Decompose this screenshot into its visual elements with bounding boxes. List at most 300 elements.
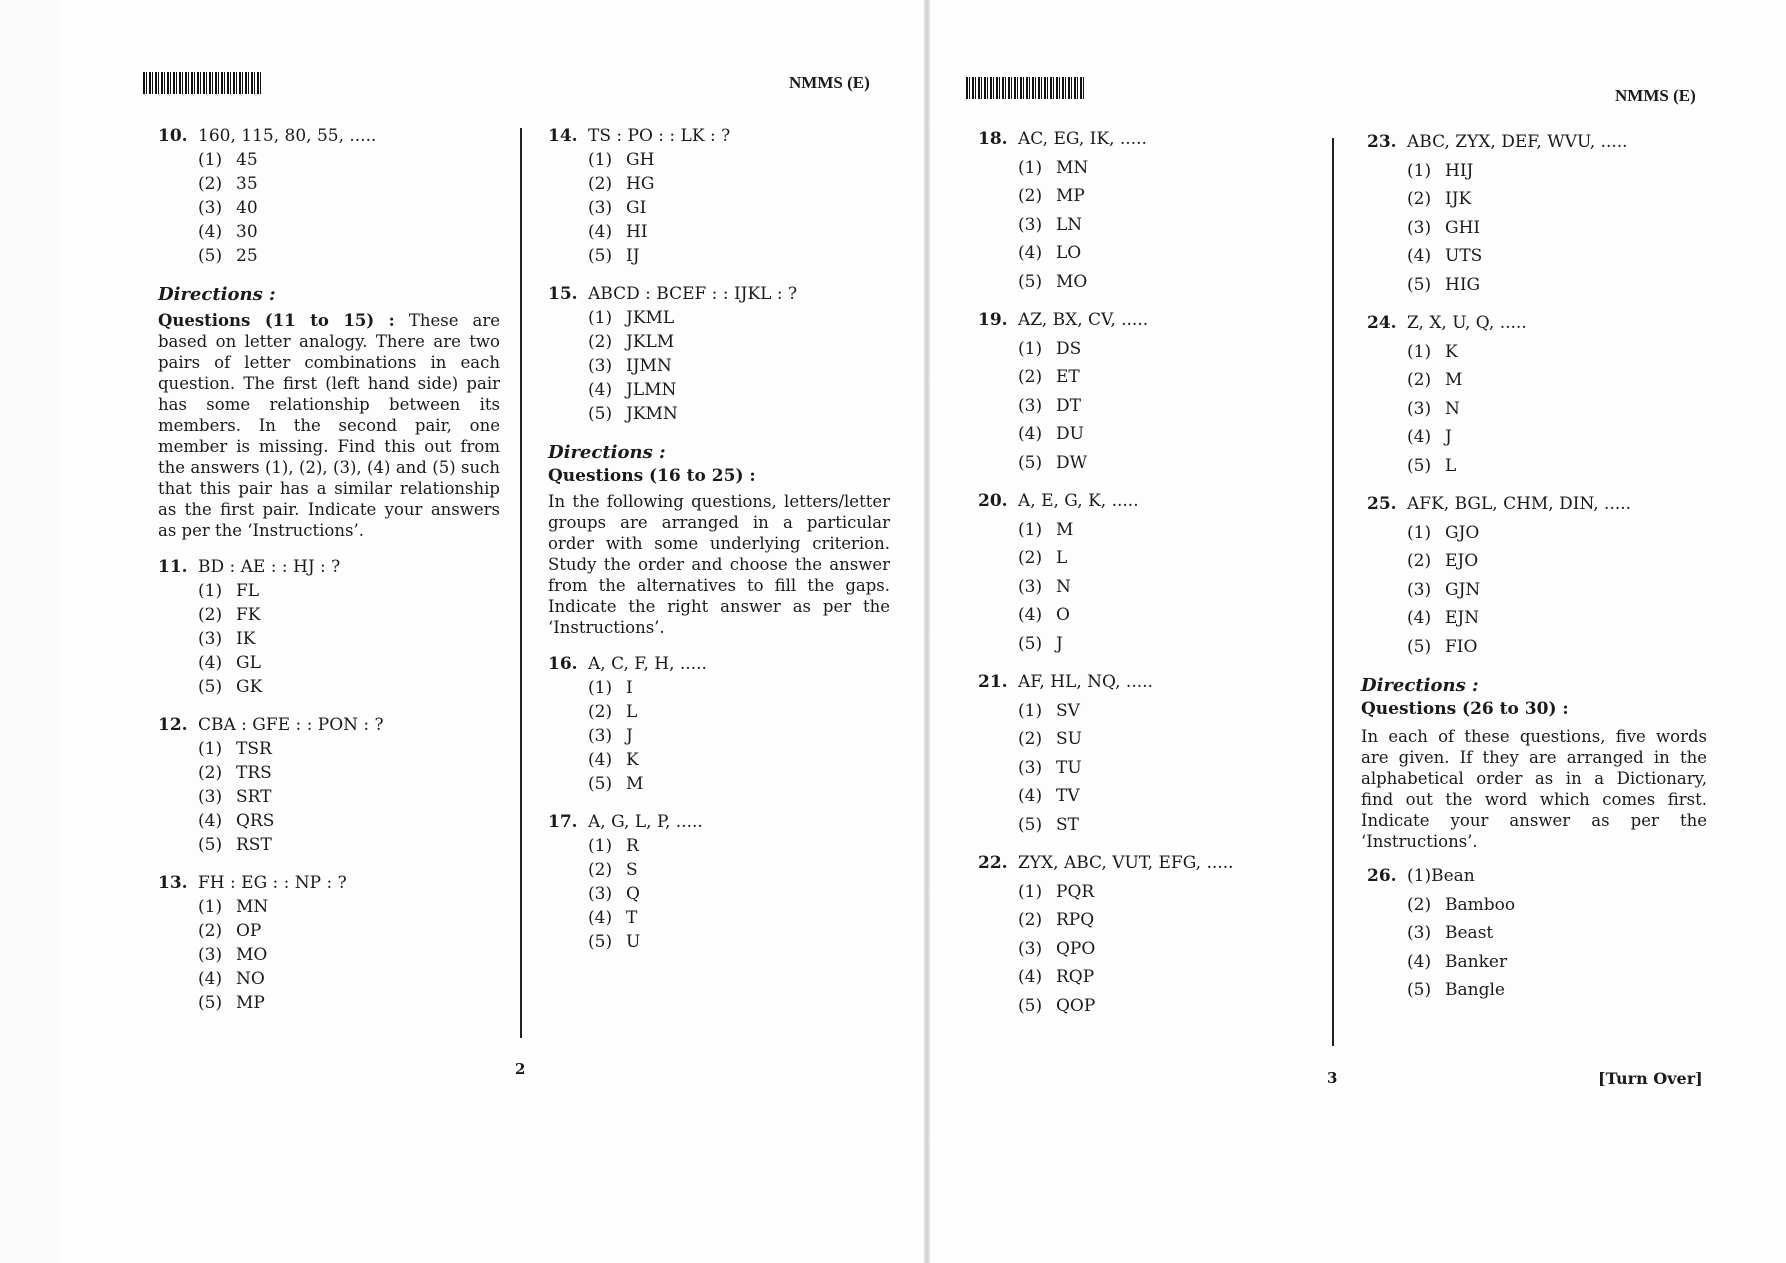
option-text: RST [236, 835, 272, 855]
answer-option[interactable] [548, 406, 890, 430]
answer-option[interactable] [978, 912, 1308, 941]
option-text: I [626, 678, 633, 698]
option-number: (5) [198, 835, 223, 855]
option-number: (4) [198, 811, 223, 831]
question-line [1367, 134, 1707, 163]
turn-over-label: [Turn Over] [1598, 1069, 1703, 1088]
option-number: (4) [1018, 605, 1043, 625]
question-line [1367, 496, 1707, 525]
option-number: (3) [1407, 398, 1432, 419]
answer-option[interactable] [978, 633, 1308, 665]
directions-body: In the following questions, letters/letter groups are arranged in a particular order with some underlying criterion. Study the order and choose the answer from the alternatives to fill the gaps. Indicate the right answer as per the ‘Instructions’. [548, 492, 890, 637]
question-26 [1367, 868, 1707, 1011]
option-number: (3) [1407, 579, 1432, 600]
answer-option[interactable] [158, 607, 500, 631]
option-number: (4) [588, 380, 613, 400]
answer-option[interactable] [158, 176, 500, 200]
question-line [978, 855, 1308, 884]
option-text: GI [626, 198, 647, 218]
option-text: RQP [1056, 967, 1095, 987]
question-number: 23. [1367, 132, 1397, 152]
question-number: 11. [158, 557, 188, 577]
answer-option[interactable] [1367, 248, 1707, 277]
option-text: NO [236, 969, 265, 989]
answer-option[interactable] [1367, 610, 1707, 639]
option-text: RPQ [1056, 910, 1095, 930]
question-24 [1367, 315, 1707, 486]
option-text: HI [626, 222, 648, 242]
answer-option[interactable] [158, 679, 500, 703]
answer-option[interactable] [548, 862, 890, 886]
directions-subtitle: Questions (11 to 15) : [158, 311, 395, 330]
option-text: L [1056, 548, 1068, 568]
question-12 [158, 717, 500, 861]
answer-option[interactable] [158, 899, 500, 923]
header-right: NMMS (E) [1615, 86, 1696, 105]
directions-text [158, 310, 500, 541]
option-number: (2) [1018, 186, 1043, 206]
answer-option[interactable] [978, 938, 1308, 970]
question-text: AZ, BX, CV, ..... [1018, 310, 1149, 330]
answer-option[interactable] [158, 655, 500, 679]
option-number: (4) [1018, 424, 1043, 444]
answer-option[interactable] [978, 245, 1308, 274]
option-text: JKLM [626, 332, 675, 352]
answer-option[interactable] [978, 452, 1308, 484]
option-number: (4) [1018, 967, 1043, 987]
answer-option[interactable] [548, 200, 890, 224]
option-text: DT [1056, 395, 1081, 416]
question-15 [548, 286, 890, 430]
option-number: (3) [198, 787, 223, 807]
question-text: 160, 115, 80, 55, ..... [198, 126, 377, 146]
option-text: MN [1056, 157, 1089, 178]
answer-option[interactable] [978, 607, 1308, 636]
question-number: 14. [548, 126, 578, 146]
option-text: GHI [1445, 217, 1481, 238]
answer-option[interactable] [978, 731, 1308, 760]
answer-option[interactable] [158, 152, 500, 176]
option-number: (2) [588, 174, 613, 194]
question-number: 24. [1367, 313, 1397, 333]
option-number: (4) [1407, 427, 1432, 447]
option-text: K [1445, 341, 1458, 362]
option-text: J [1056, 633, 1063, 654]
answer-option[interactable] [548, 310, 890, 334]
option-text: TRS [236, 763, 272, 783]
option-number: (2) [588, 702, 613, 722]
question-10 [158, 128, 500, 272]
question-line [158, 128, 500, 152]
question-19 [978, 312, 1308, 483]
answer-option[interactable] [1367, 191, 1707, 220]
question-line [548, 656, 890, 680]
option-text: GH [626, 150, 655, 170]
page-number-right: 3 [1327, 1069, 1338, 1087]
column-3 [978, 131, 1308, 1036]
option-text: ET [1056, 367, 1080, 387]
option-text: TU [1056, 757, 1082, 778]
answer-option[interactable] [158, 995, 500, 1019]
answer-option[interactable] [978, 271, 1308, 303]
option-number: (1) [588, 836, 613, 856]
answer-option[interactable] [978, 188, 1308, 217]
option-text: IJ [626, 246, 640, 266]
option-number: (1) [1407, 866, 1432, 886]
option-text: IJK [1445, 189, 1472, 209]
page-gutter [924, 0, 930, 1263]
question-line [978, 674, 1308, 703]
option-text: DW [1056, 452, 1088, 473]
directions-title: Directions : [158, 284, 276, 305]
option-number: (2) [1018, 367, 1043, 387]
option-text: T [626, 908, 638, 928]
option-text: SRT [236, 787, 272, 807]
option-text: M [626, 774, 644, 794]
option-number: (4) [198, 969, 223, 989]
question-text: BD : AE : : HJ : ? [198, 557, 341, 577]
option-number: (5) [588, 246, 613, 266]
answer-option[interactable] [978, 700, 1308, 732]
question-line [548, 814, 890, 838]
directions-2 [548, 444, 890, 638]
answer-option[interactable] [548, 358, 890, 382]
option-number: (4) [1407, 608, 1432, 628]
question-number: 13. [158, 873, 188, 893]
answer-option[interactable] [1367, 160, 1707, 192]
option-text: MO [1056, 271, 1088, 292]
option-text: Bamboo [1445, 894, 1516, 915]
answer-option[interactable] [548, 752, 890, 776]
question-23 [1367, 134, 1707, 305]
question-text: AFK, BGL, CHM, DIN, ..... [1407, 494, 1632, 514]
option-text: SV [1056, 700, 1080, 721]
option-text: 30 [236, 222, 258, 242]
question-22 [978, 855, 1308, 1026]
answer-option[interactable] [978, 969, 1308, 998]
option-text: SU [1056, 729, 1082, 749]
column-2 [548, 128, 890, 972]
column-rule-left [520, 128, 522, 1038]
question-21 [978, 674, 1308, 845]
question-number: 26. [1367, 866, 1397, 886]
option-text: MN [236, 897, 269, 917]
option-number: (3) [588, 884, 613, 904]
option-number: (1) [1407, 341, 1432, 362]
option-text: JKMN [626, 404, 678, 424]
option-text: LN [1056, 214, 1083, 235]
option-number: (3) [198, 945, 223, 965]
answer-option[interactable] [158, 631, 500, 655]
question-line [978, 312, 1308, 341]
option-number: (1) [198, 150, 223, 170]
answer-option[interactable] [1367, 553, 1707, 582]
option-number: (5) [588, 404, 613, 424]
option-text: PQR [1056, 881, 1095, 902]
option-number: (3) [1018, 757, 1043, 778]
option-number: (4) [1018, 243, 1043, 263]
directions-title: Directions : [1361, 675, 1479, 696]
answer-option[interactable] [1367, 274, 1707, 306]
option-number: (1) [1018, 881, 1043, 902]
header-left: NMMS (E) [789, 73, 870, 92]
option-text: N [1056, 576, 1071, 597]
question-number: 21. [978, 672, 1008, 692]
answer-option[interactable] [1367, 951, 1707, 983]
option-text: N [1445, 398, 1460, 419]
option-text: LO [1056, 243, 1082, 263]
question-line [548, 286, 890, 310]
question-number: 25. [1367, 494, 1397, 514]
option-number: (1) [588, 678, 613, 698]
option-text: HG [626, 174, 655, 194]
option-text: DU [1056, 424, 1084, 444]
option-number: (4) [1018, 786, 1043, 806]
page-number-left: 2 [515, 1060, 526, 1078]
option-number: (5) [588, 932, 613, 952]
answer-option[interactable] [1367, 925, 1707, 954]
answer-option[interactable] [158, 583, 500, 607]
option-text: FL [236, 581, 260, 601]
option-text: HIJ [1445, 160, 1474, 181]
option-number: (2) [588, 860, 613, 880]
option-text: QRS [236, 811, 275, 831]
option-text: 45 [236, 150, 258, 170]
option-number: (1) [198, 897, 223, 917]
question-18 [978, 131, 1308, 302]
option-text: Bangle [1445, 980, 1505, 1000]
answer-option[interactable] [978, 519, 1308, 551]
option-number: (2) [1407, 894, 1432, 915]
option-text: QOP [1056, 995, 1096, 1016]
option-text: Beast [1445, 923, 1494, 943]
option-text: 35 [236, 174, 258, 194]
column-4 [1361, 132, 1707, 1021]
answer-option[interactable] [978, 995, 1308, 1027]
answer-option[interactable] [978, 426, 1308, 455]
answer-option[interactable] [1367, 982, 1707, 1011]
option-text: OP [236, 921, 262, 941]
question-13 [158, 875, 500, 1019]
option-number: (1) [1018, 519, 1043, 540]
option-number: (1) [198, 739, 223, 759]
question-text: A, C, F, H, ..... [588, 654, 707, 674]
question-14 [548, 128, 890, 272]
option-text: TSR [236, 739, 272, 759]
option-number: (1) [1018, 700, 1043, 721]
option-text: QPO [1056, 938, 1096, 959]
question-line [158, 559, 500, 583]
option-text: GK [236, 677, 263, 697]
directions-3 [1361, 675, 1707, 852]
answer-option[interactable] [548, 910, 890, 934]
option-number: (3) [198, 629, 223, 649]
answer-option[interactable] [548, 728, 890, 752]
option-text: L [626, 702, 638, 722]
answer-option[interactable] [978, 338, 1308, 370]
answer-option[interactable] [158, 789, 500, 813]
answer-option[interactable] [1367, 429, 1707, 458]
option-number: (5) [588, 774, 613, 794]
answer-option[interactable] [158, 741, 500, 765]
option-number: (5) [1018, 271, 1043, 292]
answer-option[interactable] [1367, 398, 1707, 430]
option-number: (5) [1407, 980, 1432, 1000]
answer-option[interactable] [548, 886, 890, 910]
option-number: (5) [1018, 452, 1043, 473]
option-number: (3) [1018, 395, 1043, 416]
option-text: EJN [1445, 608, 1480, 628]
option-text: 40 [236, 198, 258, 218]
answer-option[interactable] [1367, 372, 1707, 401]
option-text: J [626, 726, 633, 746]
question-number: 10. [158, 126, 188, 146]
answer-option[interactable] [548, 838, 890, 862]
directions-1 [158, 286, 500, 541]
answer-option[interactable] [158, 923, 500, 947]
answer-option[interactable] [548, 934, 890, 958]
answer-option[interactable] [1367, 522, 1707, 554]
question-number: 22. [978, 853, 1008, 873]
option-number: (2) [198, 921, 223, 941]
question-text: AC, EG, IK, ..... [1018, 129, 1147, 149]
option-number: (2) [1018, 910, 1043, 930]
question-text: A, E, G, K, ..... [1018, 491, 1139, 511]
answer-option[interactable] [548, 176, 890, 200]
answer-option[interactable] [548, 152, 890, 176]
answer-option[interactable] [1367, 455, 1707, 487]
answer-option[interactable] [158, 248, 500, 272]
option-text: GL [236, 653, 261, 673]
option-number: (5) [1018, 814, 1043, 835]
directions-title: Directions : [548, 442, 666, 463]
question-number: 15. [548, 284, 578, 304]
option-text: Q [626, 884, 640, 904]
option-text: O [1056, 605, 1070, 625]
option-number: (1) [1407, 522, 1432, 543]
question-line [1367, 315, 1707, 344]
option-text: S [626, 860, 638, 880]
question-number: 17. [548, 812, 578, 832]
option-number: (4) [198, 222, 223, 242]
question-number: 16. [548, 654, 578, 674]
option-number: (4) [1407, 246, 1432, 266]
question-20 [978, 493, 1308, 664]
answer-option[interactable] [158, 765, 500, 789]
option-number: (1) [588, 150, 613, 170]
answer-option[interactable] [548, 680, 890, 704]
option-number: (1) [588, 308, 613, 328]
option-number: (3) [588, 198, 613, 218]
answer-option[interactable] [1367, 636, 1707, 668]
answer-option[interactable] [978, 157, 1308, 189]
barcode-right [966, 77, 1084, 99]
question-line [1367, 868, 1707, 897]
option-text: JKML [626, 308, 675, 328]
answer-option[interactable] [548, 224, 890, 248]
question-text: ABC, ZYX, DEF, WVU, ..... [1407, 132, 1628, 152]
question-25 [1367, 496, 1707, 667]
option-number: (2) [1018, 548, 1043, 568]
option-text: MO [236, 945, 268, 965]
option-number: (2) [588, 332, 613, 352]
answer-option[interactable] [978, 369, 1308, 398]
question-line [978, 131, 1308, 160]
answer-option[interactable] [1367, 341, 1707, 373]
option-number: (3) [588, 726, 613, 746]
answer-option[interactable] [158, 837, 500, 861]
question-16 [548, 656, 890, 800]
answer-option[interactable] [548, 704, 890, 728]
option-text: IK [236, 629, 256, 649]
option-text: Bean [1431, 866, 1475, 886]
answer-option[interactable] [158, 971, 500, 995]
answer-option[interactable] [158, 200, 500, 224]
option-text: U [626, 932, 641, 952]
answer-option[interactable] [978, 814, 1308, 846]
answer-option[interactable] [978, 881, 1308, 913]
option-number: (1) [1407, 160, 1432, 181]
option-number: (3) [1407, 923, 1432, 943]
answer-option[interactable] [978, 395, 1308, 427]
option-number: (5) [198, 246, 223, 266]
option-number: (2) [1407, 370, 1432, 390]
option-number: (2) [198, 605, 223, 625]
option-number: (4) [588, 222, 613, 242]
option-number: (2) [1407, 189, 1432, 209]
option-text: ST [1056, 814, 1079, 835]
option-text: MP [236, 993, 265, 1013]
answer-option[interactable] [548, 382, 890, 406]
answer-option[interactable] [1367, 894, 1707, 926]
directions-body: These are based on letter analogy. There are two pairs of letter combinations in each question. The first (left hand side) pair has some relationship between its members. In the second pair, one member is missing. Find this out from the answers (1), (2), (3), (4) and (5) such that this pair has a similar relationship as the first pair. Indicate your answers as per the ‘Instructions’. [158, 311, 500, 540]
question-text: Z, X, U, Q, ..... [1407, 313, 1527, 333]
option-number: (1) [1018, 157, 1043, 178]
answer-option[interactable] [978, 576, 1308, 608]
answer-option[interactable] [1367, 579, 1707, 611]
answer-option[interactable] [1367, 217, 1707, 249]
option-number: (2) [198, 174, 223, 194]
answer-option[interactable] [158, 947, 500, 971]
question-line [158, 717, 500, 741]
option-text: K [626, 750, 639, 770]
option-number: (5) [198, 677, 223, 697]
option-number: (1) [198, 581, 223, 601]
option-number: (5) [1407, 636, 1432, 657]
option-text: FK [236, 605, 261, 625]
answer-option[interactable] [158, 224, 500, 248]
option-number: (4) [588, 908, 613, 928]
option-text: L [1445, 455, 1457, 476]
question-text: A, G, L, P, ..... [588, 812, 703, 832]
answer-option[interactable] [548, 776, 890, 800]
directions-body: In each of these questions, five words are given. If they are arranged in the alphabetical order as in a Dictionary, find out the word which comes first. Indicate your answer as per the ‘Instructions’. [1361, 727, 1707, 851]
option-number: (3) [1407, 217, 1432, 238]
answer-option[interactable] [978, 757, 1308, 789]
answer-option[interactable] [978, 550, 1308, 579]
option-text: IJMN [626, 356, 672, 376]
answer-option[interactable] [158, 813, 500, 837]
answer-option[interactable] [978, 788, 1308, 817]
option-number: (3) [198, 198, 223, 218]
answer-option[interactable] [548, 248, 890, 272]
question-number: 12. [158, 715, 188, 735]
question-number: 18. [978, 129, 1008, 149]
option-number: (3) [1018, 214, 1043, 235]
option-number: (3) [1018, 938, 1043, 959]
answer-option[interactable] [548, 334, 890, 358]
answer-option[interactable] [978, 214, 1308, 246]
